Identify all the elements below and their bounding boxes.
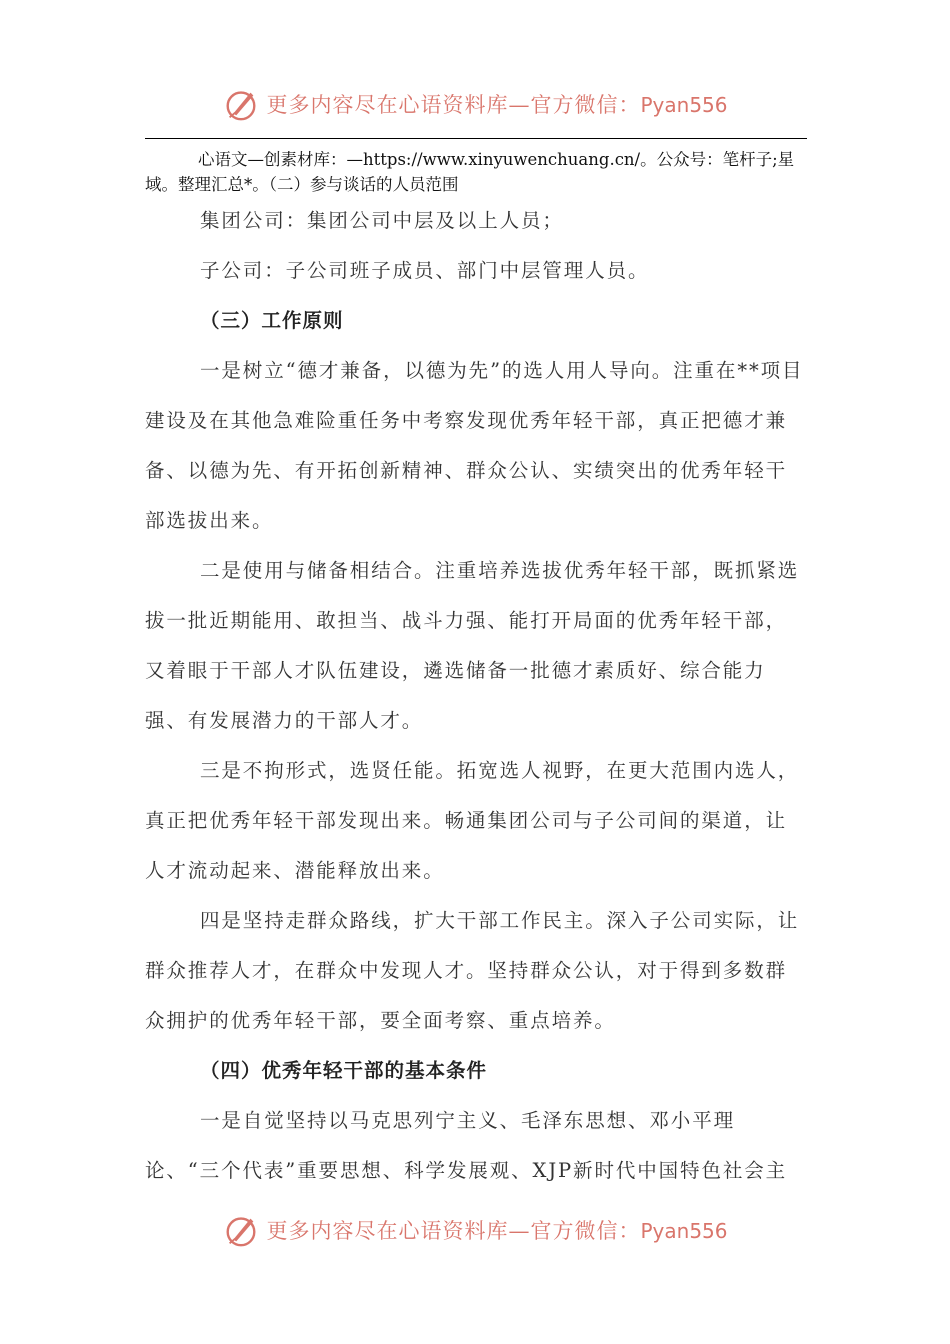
body-paragraph: 四是坚持走群众路线，扩大干部工作民主。深入子公司实际，让群众推荐人才，在群众中发现人才。坚持群众公认，对于得到多数群众拥护的优秀年轻干部，要全面考察、重点培养。 xyxy=(145,909,800,1032)
intro-paragraph: 心语文—创素材库：—https://www.xinyuwenchuang.cn/。公众号：笔杆子;星域。整理汇总*。（二）参与谈话的人员范围 xyxy=(145,150,795,194)
section-heading: （三）工作原则 xyxy=(200,309,344,332)
header-banner-text: 更多内容尽在心语资料库—官方微信：Pyan556 xyxy=(266,93,728,117)
header-wechat-id: Pyan556 xyxy=(640,93,728,117)
body-paragraph: 子公司：子公司班子成员、部门中层管理人员。 xyxy=(200,259,650,282)
header-banner xyxy=(0,84,950,124)
footer-banner xyxy=(0,1210,950,1250)
quill-logo-icon xyxy=(222,85,260,123)
document-body xyxy=(145,196,807,1196)
body-paragraph: 二是使用与储备相结合。注重培养选拔优秀年轻干部，既抓紧选拔一批近期能用、敢担当、战斗力强、能打开局面的优秀年轻干部，又着眼于干部人才队伍建设，遴选储备一批德才素质好、综合能力强、有发展潜力的干部人才。 xyxy=(145,559,800,732)
body-paragraph: 三是不拘形式，选贤任能。拓宽选人视野，在更大范围内选人，真正把优秀年轻干部发现出来。畅通集团公司与子公司间的渠道，让人才流动起来、潜能释放出来。 xyxy=(145,759,800,882)
body-paragraph: 集团公司：集团公司中层及以上人员； xyxy=(200,209,564,232)
section-heading: （四）优秀年轻干部的基本条件 xyxy=(200,1059,488,1082)
header-divider xyxy=(145,138,807,139)
quill-logo-icon xyxy=(222,1211,260,1249)
body-paragraph: 一是树立“德才兼备，以德为先”的选人用人导向。注重在**项目建设及在其他急难险重任务中考察发现优秀年轻干部，真正把德才兼备、以德为先、有开拓创新精神、群众公认、实绩突出的优秀年轻干部选拔出来。 xyxy=(145,359,804,532)
footer-banner-text: 更多内容尽在心语资料库—官方微信：Pyan556 xyxy=(266,1219,728,1243)
footer-wechat-id: Pyan556 xyxy=(640,1219,728,1243)
body-paragraph: 一是自觉坚持以马克思列宁主义、毛泽东思想、邓小平理论、“三个代表”重要思想、科学发展观、XJP新时代中国特色社会主 xyxy=(145,1109,788,1182)
